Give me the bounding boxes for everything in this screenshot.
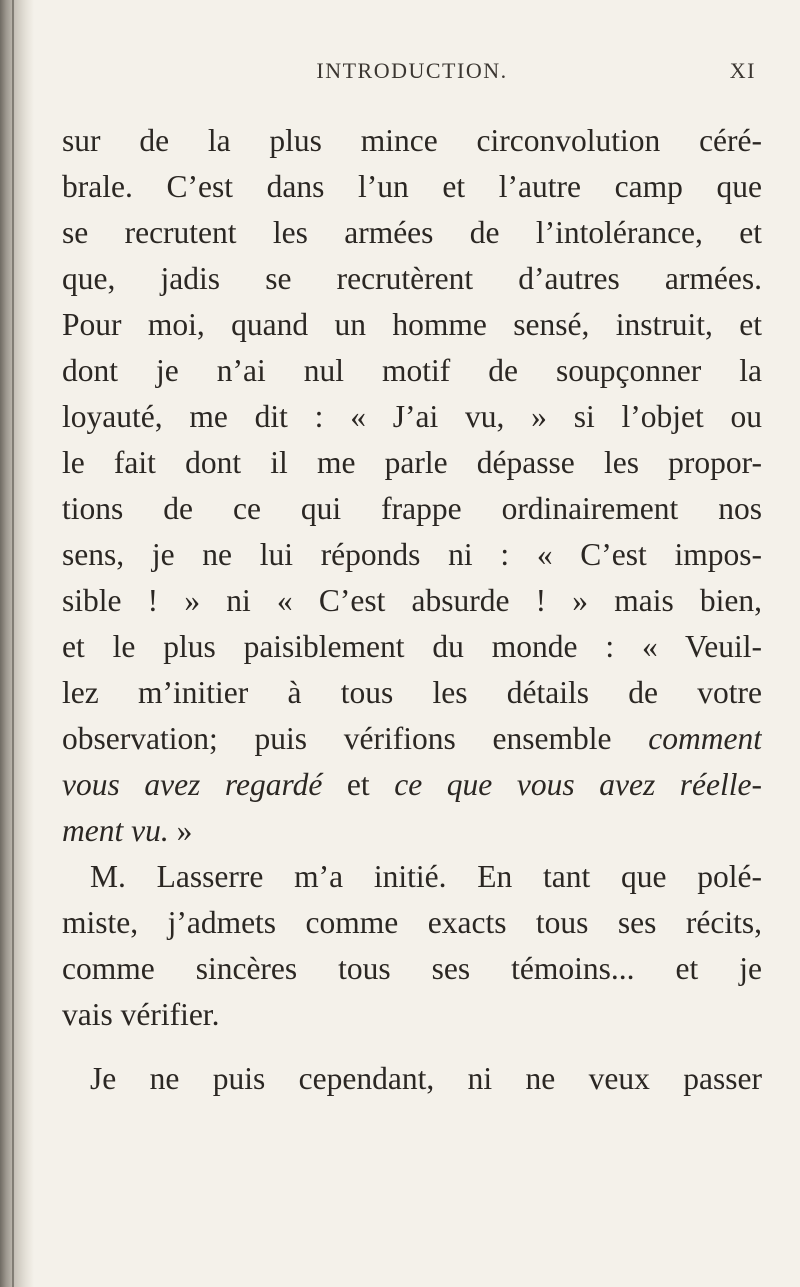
text-line: Je ne puis cependant, ni ne veux passer bbox=[90, 1061, 762, 1096]
text-line: miste, j’admets comme exacts tous ses récits, bbox=[62, 905, 762, 940]
text-line: Pour moi, quand un homme sensé, instruit, et bbox=[62, 307, 762, 342]
text-segment: observation; puis vérifions ensemble bbox=[62, 721, 649, 756]
text-line: tions de ce qui frappe ordinairement nos bbox=[62, 491, 762, 526]
text-line: et le plus paisiblement du monde : « Veuil- bbox=[62, 629, 762, 664]
text-line: que, jadis se recrutèrent d’autres armées. bbox=[62, 261, 762, 296]
text-line: se recrutent les armées de l’intolérance, et bbox=[62, 215, 762, 250]
text-line bbox=[62, 762, 762, 808]
book-gutter-shadow bbox=[0, 0, 34, 1287]
italic-segment: ce que vous avez réelle- bbox=[394, 767, 762, 802]
running-head bbox=[62, 58, 762, 98]
text-line: lez m’initier à tous les détails de votre bbox=[62, 675, 762, 710]
text-line: loyauté, me dit : « J’ai vu, » si l’objet ou bbox=[62, 399, 762, 434]
text-line: le fait dont il me parle dépasse les propor- bbox=[62, 445, 762, 480]
italic-segment: ment vu. bbox=[62, 813, 169, 848]
text-segment: et bbox=[322, 767, 395, 802]
text-line: brale. C’est dans l’un et l’autre camp que bbox=[62, 169, 762, 204]
page-number: XI bbox=[729, 58, 756, 83]
text-line: comme sincères tous ses témoins... et je bbox=[62, 951, 762, 986]
italic-segment: vous avez regardé bbox=[62, 767, 323, 802]
text-line bbox=[62, 808, 762, 854]
running-head-title: INTRODUCTION. bbox=[316, 58, 508, 83]
text-line: dont je n’ai nul motif de soupçonner la bbox=[62, 353, 762, 388]
book-page bbox=[62, 58, 762, 1258]
italic-segment: comment bbox=[648, 721, 762, 756]
text-line: vais vérifier. bbox=[62, 997, 220, 1032]
book-binding-line bbox=[12, 0, 14, 1287]
text-line: sur de la plus mince circonvolution céré- bbox=[62, 123, 762, 158]
text-line: M. Lasserre m’a initié. En tant que polé- bbox=[90, 859, 762, 894]
paragraph-gap bbox=[62, 1038, 762, 1056]
text-segment: » bbox=[168, 813, 193, 848]
text-line: sible ! » ni « C’est absurde ! » mais bien, bbox=[62, 583, 762, 618]
text-line bbox=[62, 716, 762, 762]
body-text bbox=[62, 118, 762, 1102]
text-line: sens, je ne lui réponds ni : « C’est impos- bbox=[62, 537, 762, 572]
